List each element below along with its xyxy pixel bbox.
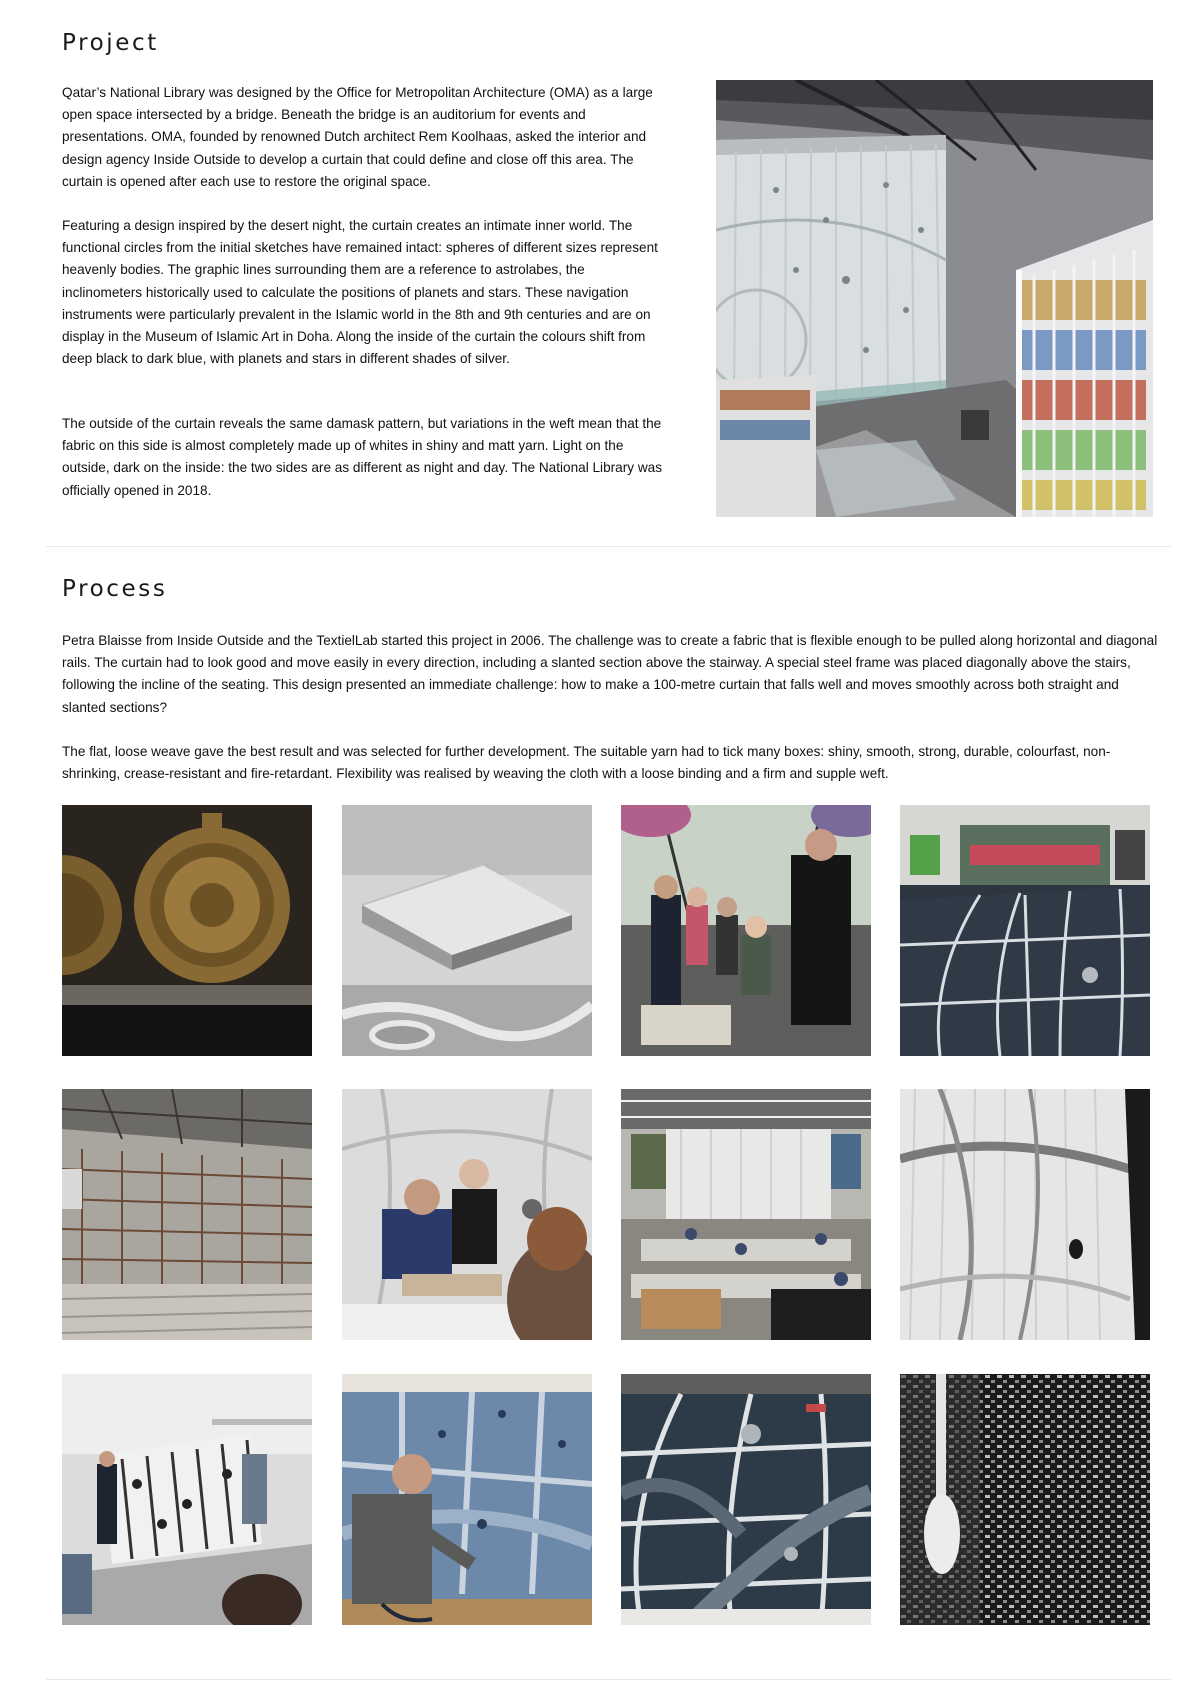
library-model-photo [342, 805, 592, 1056]
project-paragraph-3: The outside of the curtain reveals the same damask pattern, but variations in the weft mean that the fabric on this side is almost completely made up of whites in shiny and matt yarn. Light on the outside, dark on the inside: the two sides are as different as night and day. The National Library was officially opened in 2018. [62, 416, 662, 498]
bottom-divider [46, 1679, 1171, 1680]
library-curtain-photo [716, 80, 1153, 517]
blue-fabric-inspection-photo [342, 1374, 592, 1625]
astrolabe-photo [62, 805, 312, 1056]
weave-closeup-photo [900, 1374, 1150, 1625]
workshop-hall-photo [621, 1089, 871, 1340]
team-meeting-photo [621, 805, 871, 1056]
project-paragraph-1: Qatar’s National Library was designed by the Office for Metropolitan Architecture (OMA) as a large open space intersected by a bridge. Beneath the bridge is an auditorium for events and presentations. OMA, founded by renowned Dutch architect Rem Koolhaas, asked the interior and design agency Inside Outside to develop a curtain that could define and close off this area. The curtain is opened after each use to restore the original space. [62, 85, 653, 189]
project-heading: Project [62, 30, 159, 56]
process-paragraph-1: Petra Blaisse from Inside Outside and the TextielLab started this project in 2006. The challenge was to create a fabric that is flexible enough to be pulled along horizontal and diagonal rails. The curtain had to look good and move easily in every direction, including a slanted section above the stairway. A special steel frame was placed diagonally above the stairs, following the incline of the seating. This design presented an immediate challenge: how to make a 100-metre curtain that falls well and moves smoothly across both straight and slanted sections? [62, 633, 1158, 715]
scaffolding-photo [62, 1089, 312, 1340]
curtain-sample-stairs-photo [62, 1374, 312, 1625]
process-heading: Process [62, 576, 168, 602]
design-discussion-photo [342, 1089, 592, 1340]
process-paragraph-2: The flat, loose weave gave the best result and was selected for further development. The suitable yarn had to tick many boxes: shiny, smooth, strong, durable, colourfast, non-shrinking, crease-resistant and fire-retardant. Flexibility was realised by weaving the cloth with a loose binding and a firm and supple weft. [62, 744, 1111, 782]
loom-fabric-photo [900, 805, 1150, 1056]
white-curtain-detail-photo [900, 1089, 1150, 1340]
project-paragraph-2: Featuring a design inspired by the desert night, the curtain creates an intimate inner world. The functional circles from the initial sketches have remained intact: spheres of different sizes represent heavenly bodies. The graphic lines surrounding them are a reference to astrolabes, the inclinometers historically used to calculate the positions of planets and stars. These navigation instruments were particularly prevalent in the Islamic world in the 8th and 9th centuries and are on display in the Museum of Islamic Art in Doha. Along the inside of the curtain the colours shift from deep black to dark blue, with planets and stars in different shades of silver. [62, 218, 658, 367]
fabric-on-floor-photo [621, 1374, 871, 1625]
section-divider [46, 546, 1171, 547]
